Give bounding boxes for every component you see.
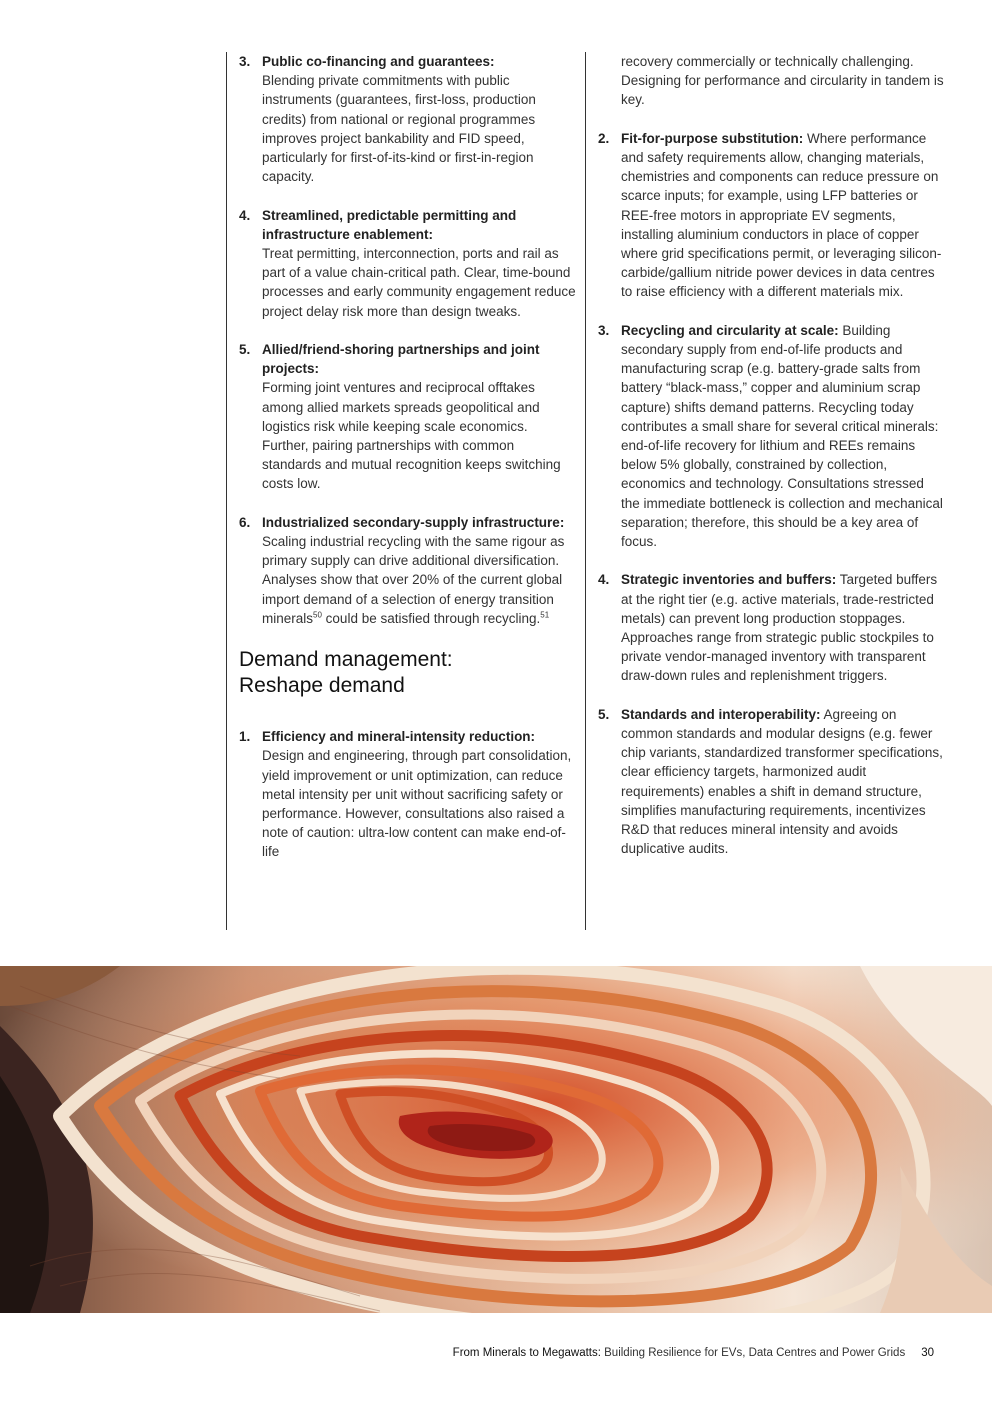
- item-title: Public co-financing and guarantees:: [262, 54, 495, 69]
- section-heading: Demand management: Reshape demand: [239, 648, 453, 698]
- item-text: Building secondary supply from end-of-life products and manufacturing scrap (e.g. battery-grade salts from battery “black-mass,” copper and aluminium scrap capture) shifts demand patterns. Recycling today contributes a small share for several critical minerals: end-of-life recovery for lithium and REEs remains below 5% globally, constrained by collection, economics and technology. Consultations stressed the immediate bottleneck is collection and mechanical separation; therefore, this should be a key area of focus.: [621, 322, 943, 550]
- list-item: [239, 340, 576, 494]
- list-item: [598, 705, 945, 859]
- item-number: 5.: [598, 706, 610, 722]
- agate-image: [0, 966, 992, 1313]
- footnote-ref: 51: [540, 610, 550, 620]
- page-number: 30: [921, 1347, 934, 1359]
- page-footer: [453, 1347, 934, 1359]
- item-text: Forming joint ventures and reciprocal offtakes among allied markets spreads geopolitical and logistics risk while keeping scale economics. Further, pairing partnerships with common standards and mutual recognition keeps switching costs low.: [262, 380, 561, 492]
- item-title: Industrialized secondary-supply infrastructure:: [262, 514, 565, 530]
- list-item: [239, 727, 576, 861]
- item-text: Blending private commitments with public instruments (guarantees, first-loss, production credits) from national or regional programmes improves project bankability and FID speed, particularly for first-of-its-kind or first-in-region capacity.: [262, 73, 536, 185]
- item-text: Agreeing on common standards and modular designs (e.g. fewer chip variants, standardized transformer specifications, clear efficiency targets, harmonized audit requirements) enables a shift in demand structure, simplifies manufacturing requirements, incentivizes R&D that reduces mineral intensity and avoids duplicative audits.: [621, 706, 943, 857]
- item-text: Scaling industrial recycling with the same rigour as primary supply can drive additional diversification. Analyses show that over 20% of the current global import demand of a selection of energy transition minerals$^{50}$ could be satisfied through recycling.$^{51}$: [262, 534, 565, 626]
- list-item: [239, 206, 576, 321]
- continued-text: recovery commercially or technically challenging. Designing for performance and circularity in tandem is key.: [621, 54, 944, 108]
- list-item: [598, 321, 945, 551]
- list-item: [239, 513, 576, 628]
- item-title: Allied/friend-shoring partnerships and joint projects:: [262, 342, 540, 377]
- item-number: 3.: [598, 322, 610, 338]
- item-text: Design and engineering, through part consolidation, yield improvement or unit optimization, can reduce metal intensity per unit without sacrificing safety or performance. However, consultations also raised a note of caution: ultra-low content can make end-of-life: [262, 748, 572, 860]
- item-number: 1.: [239, 729, 251, 745]
- list-item: [598, 570, 945, 685]
- item-text: Treat permitting, interconnection, ports and rail as part of a value chain-critical path. Clear, time-bound processes and early community engagement reduce project delay risk more than design tweaks.: [262, 246, 576, 319]
- item-text: Where performance and safety requirements allow, changing materials, chemistries and components can reduce pressure on scarce inputs; for example, using LFP batteries or REE-free motors in appropriate EV segments, installing aluminium conductors in place of copper where grid specifications permit, or leveraging silicon-carbide/gallium nitride power devices in data centres to raise efficiency with a different materials mix.: [621, 130, 942, 300]
- item-title: Efficiency and mineral-intensity reduction:: [262, 729, 536, 745]
- item-title: Strategic inventories and buffers:: [621, 572, 837, 588]
- left-column: [226, 52, 576, 930]
- item-number: 3.: [239, 54, 251, 69]
- right-column: [585, 52, 945, 930]
- item-number: 5.: [239, 342, 251, 358]
- item-title: Streamlined, predictable permitting and infrastructure enablement:: [262, 207, 517, 242]
- list-item: [598, 129, 945, 302]
- item-number: 4.: [598, 572, 610, 588]
- agate-photo: [0, 966, 992, 1313]
- item-title: Standards and interoperability:: [621, 706, 821, 722]
- footnote-ref: 50: [313, 610, 322, 620]
- footer-title: From Minerals to Megawatts:: [452, 1347, 601, 1359]
- item-number: 4.: [239, 207, 251, 223]
- footer-subtitle: Building Resilience for EVs, Data Centres and Power Grids: [600, 1347, 906, 1359]
- item-text: Targeted buffers at the right tier (e.g. active materials, trade-restricted metals) can prevent long production stoppages. Approaches range from strategic public stockpiles to private vendor-managed inventory with transparent draw-down rules and replenishment triggers.: [621, 572, 938, 684]
- item-number: 6.: [239, 514, 251, 530]
- list-item: [239, 52, 576, 186]
- item-number: 2.: [598, 130, 610, 146]
- item-title: Fit-for-purpose substitution:: [621, 130, 804, 146]
- item-title: Recycling and circularity at scale:: [621, 322, 839, 338]
